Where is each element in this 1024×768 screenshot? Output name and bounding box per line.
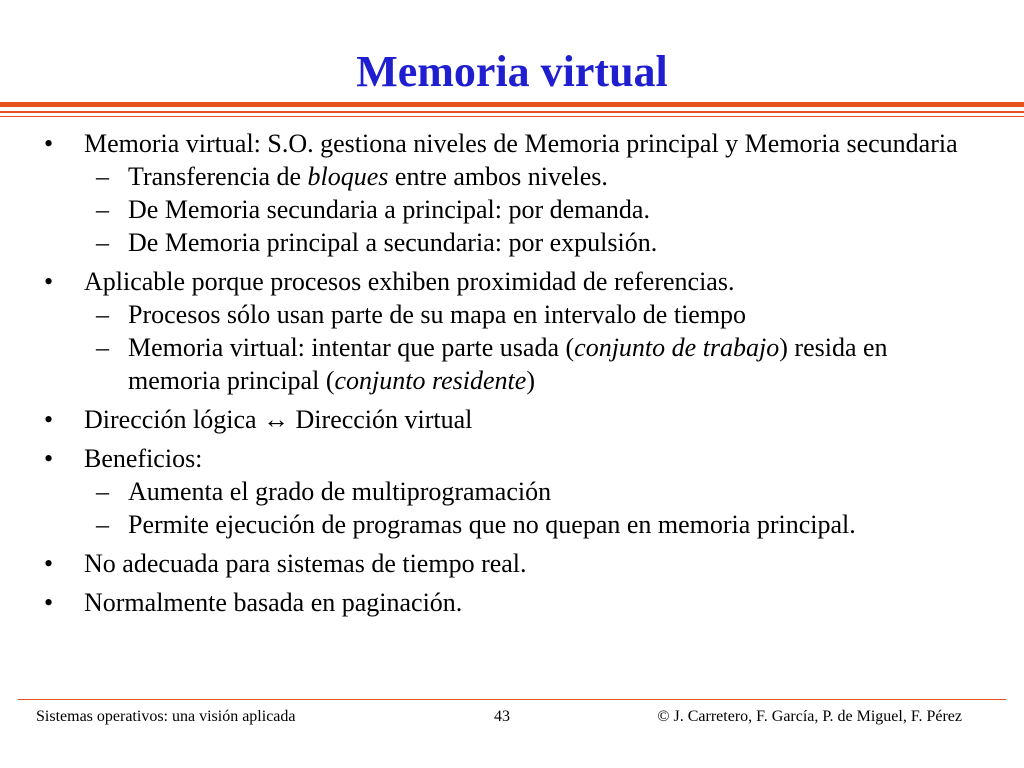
title-rule-thick	[0, 102, 1024, 107]
bullet-item	[0, 547, 1024, 580]
bullet-mark: •	[44, 588, 54, 617]
bullet-mark: •	[44, 444, 54, 473]
sub-text-italic: conjunto residente	[334, 366, 527, 395]
sub-text: De Memoria secundaria a principal: por demanda.	[128, 195, 650, 224]
sub-mark: –	[96, 162, 109, 191]
sub-mark: –	[96, 333, 109, 362]
sub-mark: –	[96, 228, 109, 257]
sub-mark: –	[96, 510, 109, 539]
sub-text: Transferencia de	[128, 162, 308, 191]
bullet-item	[0, 265, 1024, 298]
sub-item	[0, 508, 1024, 541]
footer-book-title: Sistemas operativos: una visión aplicada	[36, 708, 296, 725]
sub-item	[0, 193, 1024, 226]
slide-footer	[0, 706, 1024, 728]
bullet-item	[0, 586, 1024, 619]
bullet-text: Dirección lógica ↔ Dirección virtual	[84, 405, 473, 434]
sub-item	[0, 226, 1024, 259]
sub-text-italic: conjunto de trabajo	[574, 333, 780, 362]
footer-rule	[18, 699, 1006, 700]
sub-text-italic: bloques	[307, 162, 389, 191]
bullet-text: Normalmente basada en paginación.	[84, 588, 463, 617]
sub-item	[0, 475, 1024, 508]
sub-mark: –	[96, 195, 109, 224]
bullet-text: No adecuada para sistemas de tiempo real.	[84, 549, 527, 578]
bullet-group	[0, 265, 1024, 397]
sub-list	[0, 475, 1024, 541]
bullet-mark: •	[44, 405, 54, 434]
bullet-item	[0, 403, 1024, 436]
sub-text: Memoria virtual: intentar que parte usada (	[128, 333, 575, 362]
bullet-mark: •	[44, 267, 54, 296]
sub-item	[0, 160, 1024, 193]
sub-text: ) resida en memoria principal (	[128, 333, 888, 395]
sub-text: )	[526, 366, 535, 395]
sub-text: De Memoria principal a secundaria: por expulsión.	[128, 228, 658, 257]
bullet-mark: •	[44, 549, 54, 578]
sub-list	[0, 160, 1024, 259]
slide-title: Memoria virtual	[356, 47, 668, 96]
sub-text: Procesos sólo usan parte de su mapa en intervalo de tiempo	[128, 300, 747, 329]
slide-content	[0, 127, 1024, 625]
sub-text: Aumenta el grado de multiprogramación	[128, 477, 552, 506]
bullet-text: Memoria virtual: S.O. gestiona niveles de Memoria principal y Memoria secundaria	[84, 129, 958, 158]
bullet-mark: •	[44, 129, 54, 158]
sub-list	[0, 298, 1024, 397]
page-number: 43	[494, 708, 510, 725]
bullet-group	[0, 442, 1024, 541]
sub-item	[0, 331, 1024, 397]
bullet-group	[0, 127, 1024, 259]
sub-item	[0, 298, 1024, 331]
sub-text: entre ambos niveles.	[388, 162, 608, 191]
sub-mark: –	[96, 300, 109, 329]
sub-text: Permite ejecución de programas que no quepan en memoria principal.	[128, 510, 856, 539]
bullet-item	[0, 442, 1024, 475]
bullet-item	[0, 127, 1024, 160]
title-rule-thin	[0, 116, 1024, 117]
title-rule-medium	[0, 111, 1024, 113]
bullet-text: Aplicable porque procesos exhiben proximidad de referencias.	[84, 267, 735, 296]
sub-mark: –	[96, 477, 109, 506]
footer-authors: © J. Carretero, F. García, P. de Miguel, F. Pérez	[657, 708, 962, 725]
bullet-text: Beneficios:	[84, 444, 203, 473]
